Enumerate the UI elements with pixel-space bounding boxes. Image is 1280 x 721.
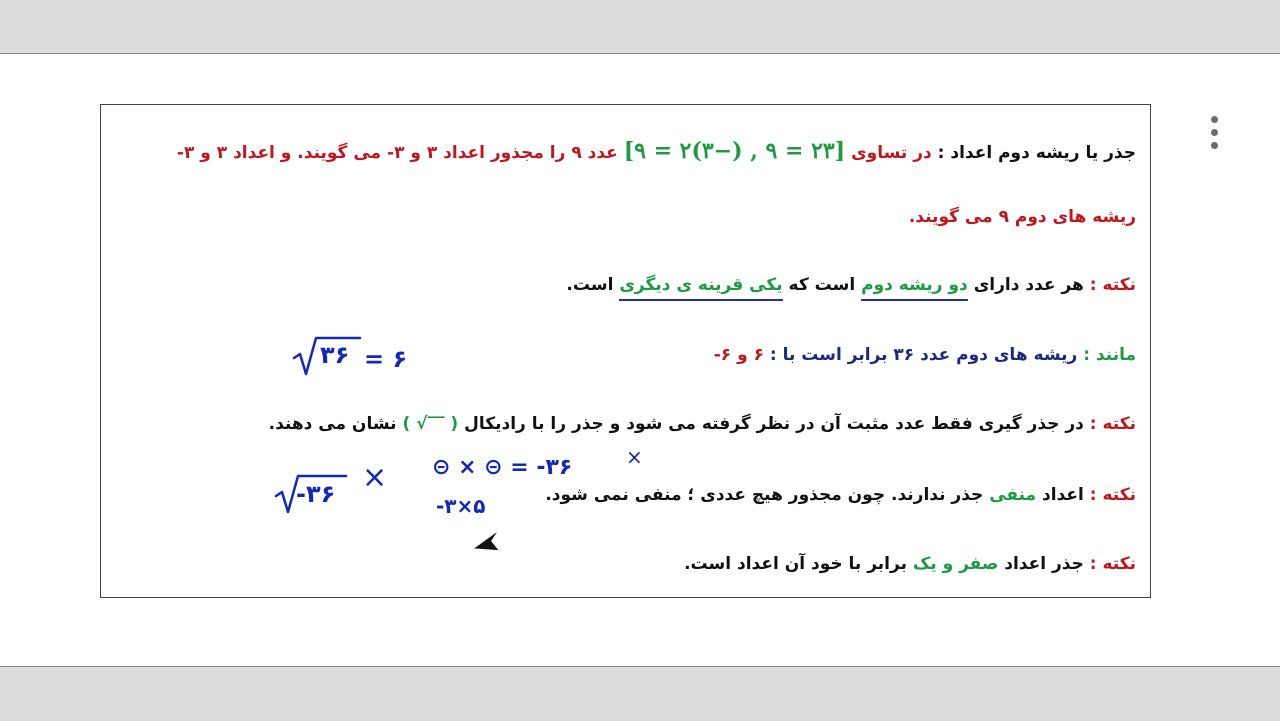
example-text: ریشه های دوم عدد ۳۶ برابر است با : [763, 345, 1084, 365]
definition-line-2: ریشه های دوم ۹ می گویند. [908, 207, 1136, 227]
handwritten-neg-36: -۳۶ [296, 480, 336, 508]
lesson-slide [100, 104, 1151, 598]
note-text: است. [566, 275, 620, 295]
handwritten-equals-6: = ۶ [364, 345, 408, 373]
note-label: نکته : [1089, 275, 1136, 295]
handwritten-cross-mark: × [362, 460, 388, 495]
note-zero-one [684, 554, 1136, 574]
note-label: نکته : [1089, 485, 1136, 505]
top-bar [0, 0, 1280, 54]
square-equation: [۹ = ۲(۳−) , ۹ = ۲۳] [623, 138, 846, 164]
definition-intro: در تساوی [845, 143, 938, 163]
note-text: در جذر گیری فقط عدد مثبت آن در نظر گرفته می شود و جذر را با رادیکال [458, 414, 1090, 434]
handwritten-below-work: -۳×۵ [436, 494, 486, 518]
note-label: نکته : [1089, 554, 1136, 574]
note-radical [269, 414, 1136, 434]
note-text: نشان می دهند. [268, 414, 403, 434]
definition-heading: جذر یا ریشه دوم اعداد : [937, 143, 1136, 163]
more-options-button[interactable] [1204, 114, 1226, 152]
example-line [714, 345, 1136, 365]
note-label: نکته : [1089, 414, 1136, 434]
note-text: برابر با خود آن اعداد است. [684, 554, 913, 574]
note-text: جذر اعداد [998, 554, 1090, 574]
definition-text: عدد ۹ را مجذور اعداد ۳ و ۳- می گویند. و اعداد ۳ و ۳- [176, 143, 624, 163]
bottom-bar [0, 666, 1280, 721]
term-two-roots: دو ریشه دوم [861, 275, 968, 301]
mouse-cursor-icon [470, 527, 504, 555]
handwritten-product: ⊝ × ⊝ = -۳۶ [432, 455, 573, 480]
handwritten-sqrt-36: ۳۶ [320, 341, 350, 369]
definition-line [177, 138, 1136, 164]
note-negative [545, 485, 1136, 505]
note-two-roots [566, 275, 1136, 295]
note-text: است که [782, 275, 862, 295]
note-text: جذر ندارند. چون مجذور هیچ عددی ؛ منفی نمی شود. [545, 485, 990, 505]
term-zero-one: صفر و یک [912, 554, 999, 574]
note-text: هر عدد دارای [967, 275, 1090, 295]
example-label: مانند : [1083, 345, 1136, 365]
radical-symbol: ( √‾‾ ) [402, 414, 459, 434]
term-opposite: یکی قرینه ی دیگری [619, 275, 782, 301]
term-negative: منفی [989, 485, 1037, 505]
note-text: اعداد [1036, 485, 1090, 505]
handwritten-small-x: × [626, 445, 643, 469]
example-answer: ۶ و ۶- [713, 345, 764, 365]
